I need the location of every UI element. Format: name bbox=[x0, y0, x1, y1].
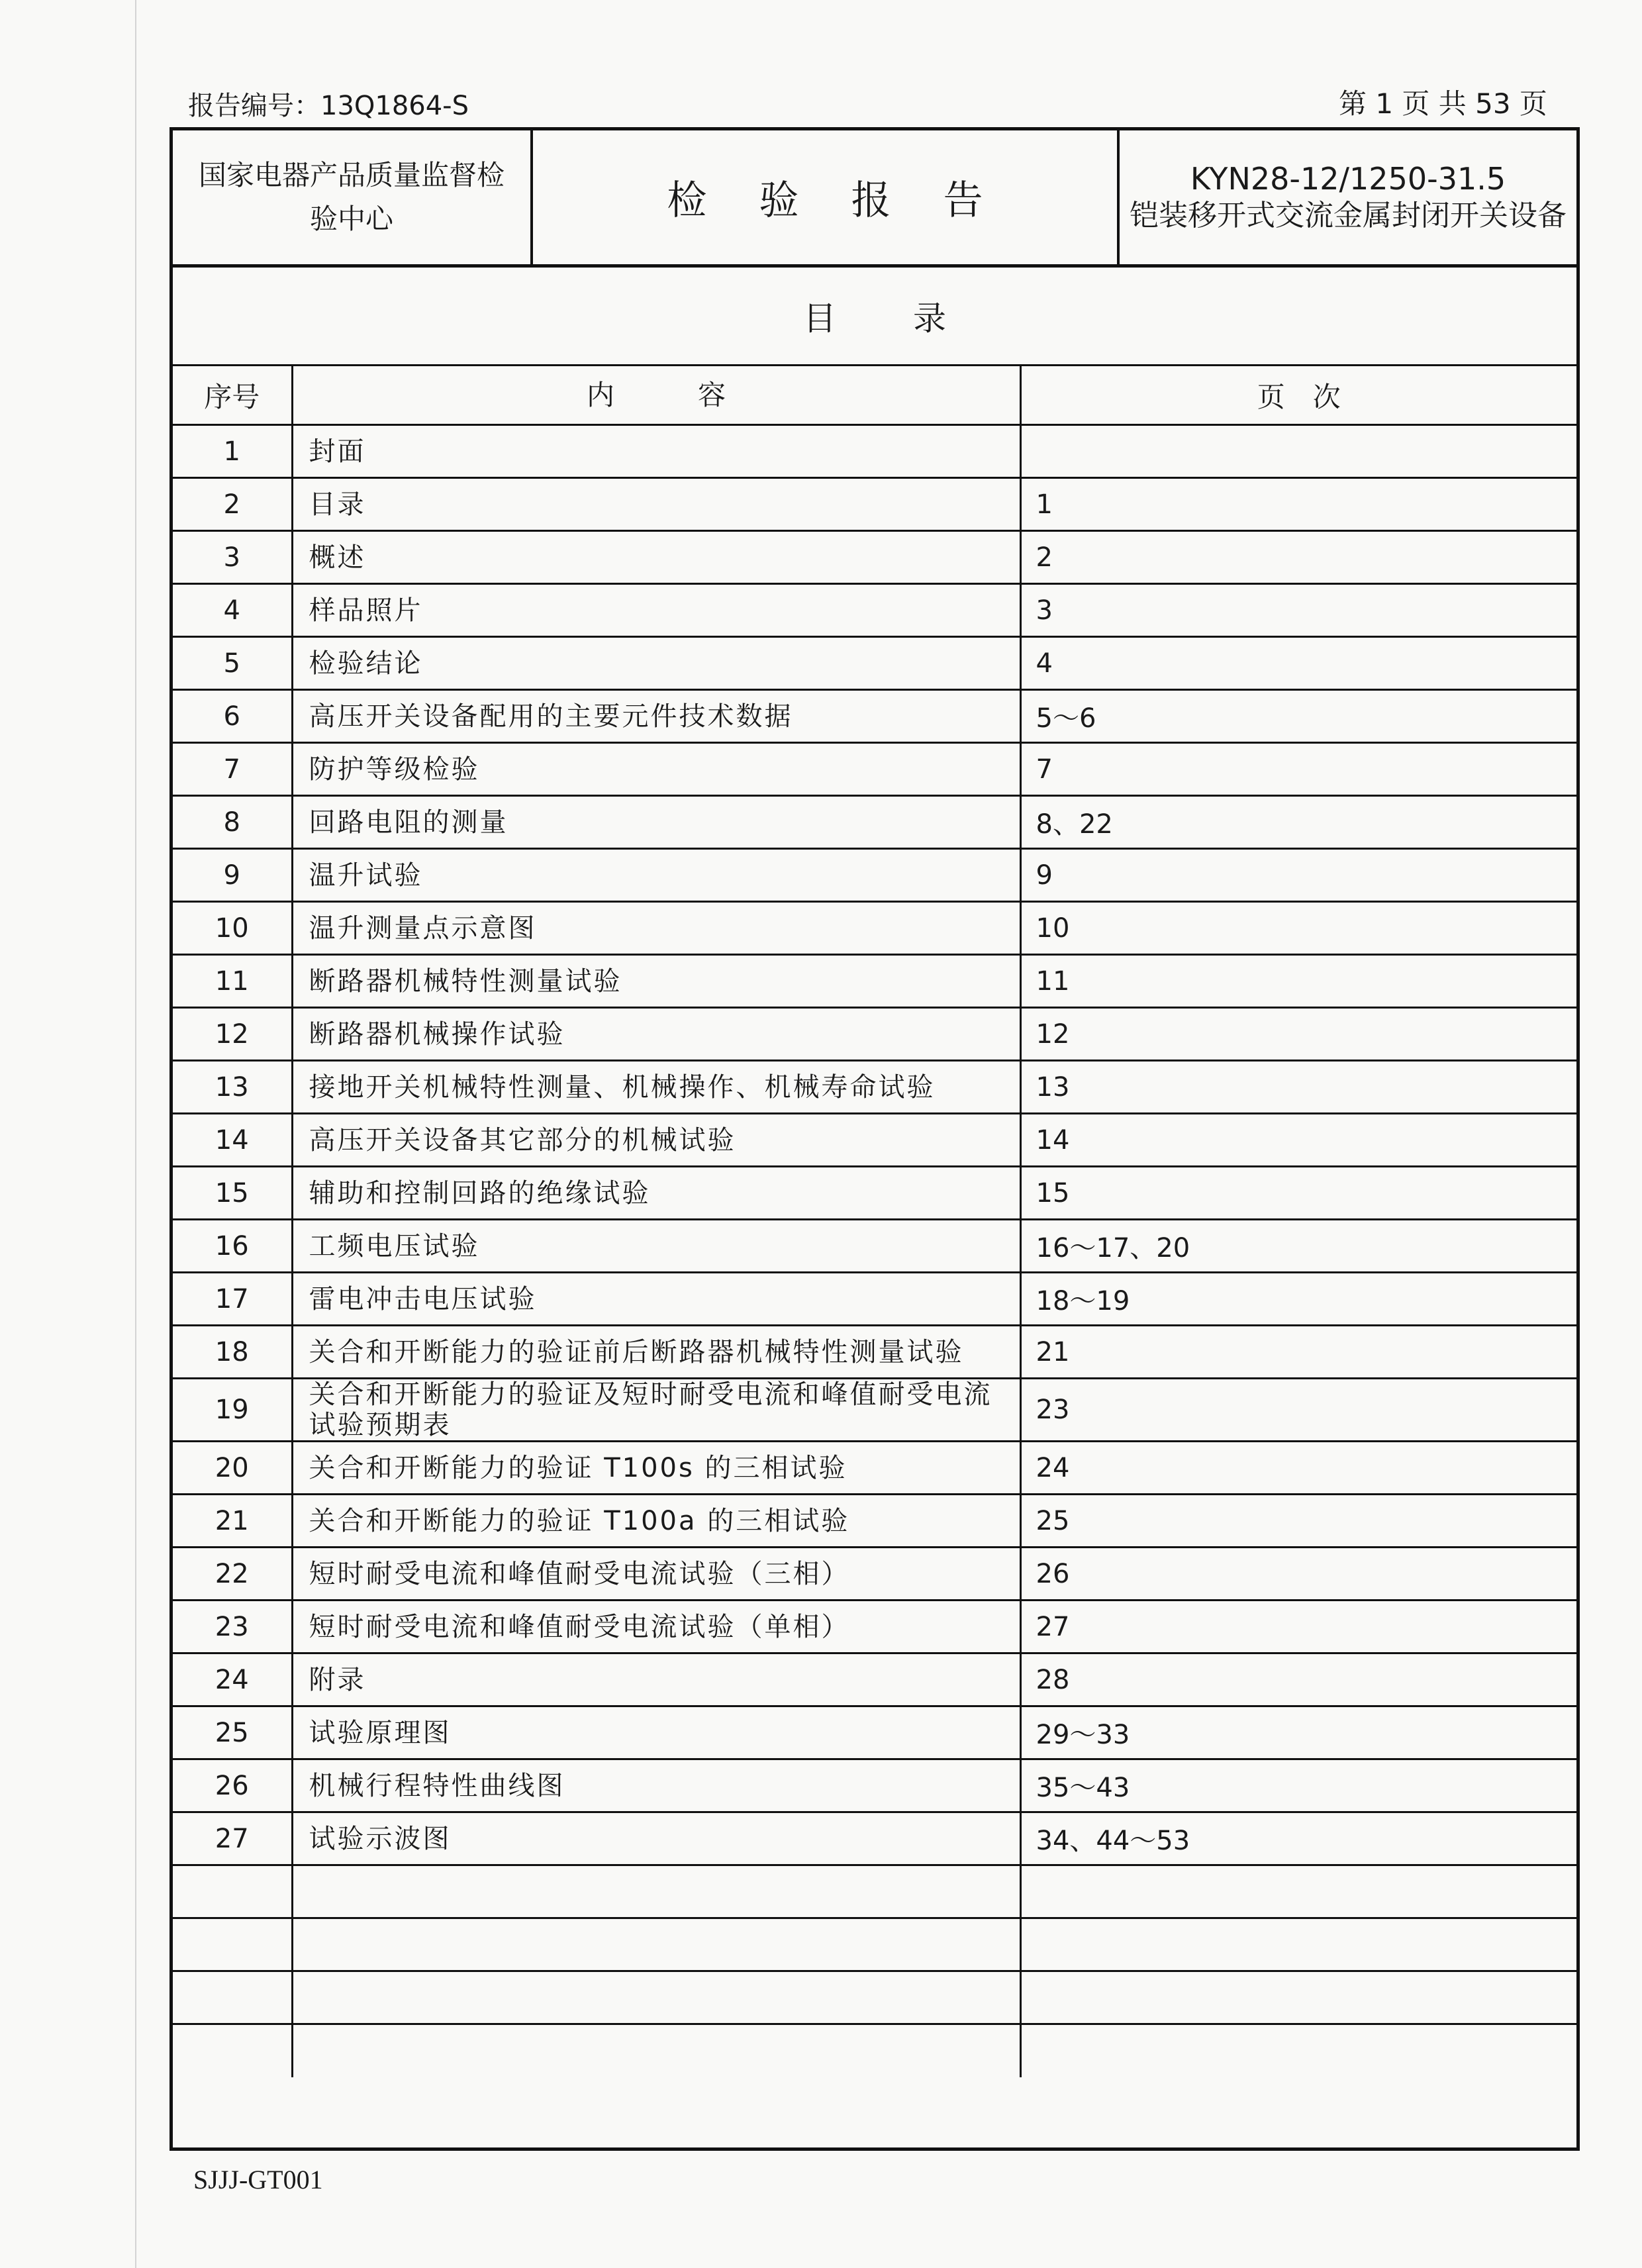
row-page: 21 bbox=[1020, 1326, 1576, 1379]
row-page: 2 bbox=[1020, 531, 1576, 584]
row-number: 16 bbox=[173, 1220, 292, 1273]
table-row bbox=[173, 1273, 1576, 1326]
table-row bbox=[173, 1326, 1576, 1379]
table-row bbox=[173, 1442, 1576, 1495]
row-page: 35～43 bbox=[1020, 1759, 1576, 1812]
empty-cell bbox=[292, 1918, 1020, 1971]
table-row bbox=[173, 1706, 1576, 1759]
table-row bbox=[173, 478, 1576, 531]
row-content: 防护等级检验 bbox=[292, 743, 1020, 796]
row-number: 15 bbox=[173, 1167, 292, 1220]
table-of-contents bbox=[169, 268, 1580, 2151]
row-number: 23 bbox=[173, 1601, 292, 1653]
row-number: 22 bbox=[173, 1548, 292, 1601]
col-header-page: 页 次 bbox=[1020, 366, 1576, 425]
row-content: 回路电阻的测量 bbox=[292, 796, 1020, 849]
report-number: 报告编号：13Q1864-S bbox=[188, 91, 469, 121]
table-row bbox=[173, 955, 1576, 1008]
table-row bbox=[173, 1548, 1576, 1601]
row-number: 10 bbox=[173, 902, 292, 955]
row-content: 封面 bbox=[292, 425, 1020, 478]
row-content: 目录 bbox=[292, 478, 1020, 531]
row-page: 7 bbox=[1020, 743, 1576, 796]
organization-name: 国家电器产品质量监督检验中心 bbox=[173, 130, 533, 264]
row-number: 12 bbox=[173, 1008, 292, 1061]
row-number: 11 bbox=[173, 955, 292, 1008]
row-number: 2 bbox=[173, 478, 292, 531]
row-page: 25 bbox=[1020, 1495, 1576, 1548]
row-page: 18～19 bbox=[1020, 1273, 1576, 1326]
table-row bbox=[173, 1812, 1576, 1865]
row-number: 26 bbox=[173, 1759, 292, 1812]
product-cell bbox=[1120, 130, 1576, 264]
col-header-no: 序号 bbox=[173, 366, 292, 425]
row-content: 试验原理图 bbox=[292, 1706, 1020, 1759]
row-page bbox=[1020, 425, 1576, 478]
row-content: 辅助和控制回路的绝缘试验 bbox=[292, 1167, 1020, 1220]
table-row bbox=[173, 1495, 1576, 1548]
row-content: 工频电压试验 bbox=[292, 1220, 1020, 1273]
col-header-content: 内 容 bbox=[292, 366, 1020, 425]
row-content: 断路器机械操作试验 bbox=[292, 1008, 1020, 1061]
row-page: 27 bbox=[1020, 1601, 1576, 1653]
row-number: 21 bbox=[173, 1495, 292, 1548]
row-content: 样品照片 bbox=[292, 584, 1020, 637]
product-name: 铠装移开式交流金属封闭开关设备 bbox=[1130, 199, 1567, 232]
table-row bbox=[173, 425, 1576, 478]
row-content: 断路器机械特性测量试验 bbox=[292, 955, 1020, 1008]
row-page: 12 bbox=[1020, 1008, 1576, 1061]
table-row bbox=[173, 796, 1576, 849]
row-number: 1 bbox=[173, 425, 292, 478]
table-row bbox=[173, 849, 1576, 902]
table-row bbox=[173, 690, 1576, 743]
table-row bbox=[173, 1167, 1576, 1220]
empty-cell bbox=[173, 1865, 292, 1918]
page-fold-line bbox=[135, 0, 136, 2268]
row-content: 机械行程特性曲线图 bbox=[292, 1759, 1020, 1812]
table-row bbox=[173, 1601, 1576, 1653]
row-number: 24 bbox=[173, 1653, 292, 1706]
row-number: 9 bbox=[173, 849, 292, 902]
empty-row bbox=[173, 2024, 1576, 2077]
row-page: 28 bbox=[1020, 1653, 1576, 1706]
table-row bbox=[173, 1653, 1576, 1706]
empty-cell bbox=[292, 1865, 1020, 1918]
row-content: 关合和开断能力的验证前后断路器机械特性测量试验 bbox=[292, 1326, 1020, 1379]
row-content: 概述 bbox=[292, 531, 1020, 584]
table-row bbox=[173, 1061, 1576, 1114]
row-content: 关合和开断能力的验证及短时耐受电流和峰值耐受电流试验预期表 bbox=[292, 1379, 1020, 1442]
row-page: 14 bbox=[1020, 1114, 1576, 1167]
row-page: 11 bbox=[1020, 955, 1576, 1008]
row-content: 高压开关设备配用的主要元件技术数据 bbox=[292, 690, 1020, 743]
table-row bbox=[173, 1114, 1576, 1167]
row-page: 9 bbox=[1020, 849, 1576, 902]
table-row bbox=[173, 1759, 1576, 1812]
row-number: 7 bbox=[173, 743, 292, 796]
empty-cell bbox=[1020, 1865, 1576, 1918]
row-content: 关合和开断能力的验证 T100s 的三相试验 bbox=[292, 1442, 1020, 1495]
row-content: 试验示波图 bbox=[292, 1812, 1020, 1865]
toc-header-row bbox=[173, 366, 1576, 425]
row-page: 15 bbox=[1020, 1167, 1576, 1220]
toc-table bbox=[173, 364, 1576, 2077]
row-content: 温升试验 bbox=[292, 849, 1020, 902]
table-row bbox=[173, 902, 1576, 955]
row-page: 24 bbox=[1020, 1442, 1576, 1495]
row-page: 29～33 bbox=[1020, 1706, 1576, 1759]
row-page: 3 bbox=[1020, 584, 1576, 637]
empty-cell bbox=[292, 1971, 1020, 2024]
row-content: 短时耐受电流和峰值耐受电流试验（三相） bbox=[292, 1548, 1020, 1601]
row-page: 4 bbox=[1020, 637, 1576, 690]
row-page: 1 bbox=[1020, 478, 1576, 531]
toc-title: 目 录 bbox=[803, 299, 979, 338]
empty-row bbox=[173, 1918, 1576, 1971]
table-row bbox=[173, 584, 1576, 637]
table-row bbox=[173, 531, 1576, 584]
empty-row bbox=[173, 1865, 1576, 1918]
row-number: 5 bbox=[173, 637, 292, 690]
row-number: 8 bbox=[173, 796, 292, 849]
row-number: 20 bbox=[173, 1442, 292, 1495]
row-number: 14 bbox=[173, 1114, 292, 1167]
product-model: KYN28-12/1250-31.5 bbox=[1190, 161, 1506, 197]
row-page: 26 bbox=[1020, 1548, 1576, 1601]
empty-cell bbox=[173, 1918, 292, 1971]
empty-cell bbox=[292, 2024, 1020, 2077]
row-content: 检验结论 bbox=[292, 637, 1020, 690]
row-page: 23 bbox=[1020, 1379, 1576, 1442]
row-number: 6 bbox=[173, 690, 292, 743]
row-content: 高压开关设备其它部分的机械试验 bbox=[292, 1114, 1020, 1167]
table-row bbox=[173, 743, 1576, 796]
row-number: 17 bbox=[173, 1273, 292, 1326]
empty-cell bbox=[1020, 1918, 1576, 1971]
row-number: 27 bbox=[173, 1812, 292, 1865]
document-type: 检 验 报 告 bbox=[533, 130, 1120, 264]
row-content: 雷电冲击电压试验 bbox=[292, 1273, 1020, 1326]
table-row bbox=[173, 637, 1576, 690]
report-header-box bbox=[169, 127, 1580, 268]
row-page: 34、44～53 bbox=[1020, 1812, 1576, 1865]
row-page: 10 bbox=[1020, 902, 1576, 955]
form-code: SJJJ-GT001 bbox=[193, 2165, 323, 2194]
row-content: 关合和开断能力的验证 T100a 的三相试验 bbox=[292, 1495, 1020, 1548]
row-page: 13 bbox=[1020, 1061, 1576, 1114]
table-row bbox=[173, 1008, 1576, 1061]
empty-cell bbox=[173, 1971, 292, 2024]
table-row bbox=[173, 1379, 1576, 1442]
row-page: 8、22 bbox=[1020, 796, 1576, 849]
row-number: 13 bbox=[173, 1061, 292, 1114]
empty-cell bbox=[173, 2024, 292, 2077]
row-content: 接地开关机械特性测量、机械操作、机械寿命试验 bbox=[292, 1061, 1020, 1114]
row-content: 附录 bbox=[292, 1653, 1020, 1706]
table-row bbox=[173, 1220, 1576, 1273]
row-page: 5～6 bbox=[1020, 690, 1576, 743]
row-number: 4 bbox=[173, 584, 292, 637]
row-number: 19 bbox=[173, 1379, 292, 1442]
row-number: 18 bbox=[173, 1326, 292, 1379]
row-content: 温升测量点示意图 bbox=[292, 902, 1020, 955]
row-content: 短时耐受电流和峰值耐受电流试验（单相） bbox=[292, 1601, 1020, 1653]
empty-cell bbox=[1020, 1971, 1576, 2024]
row-number: 25 bbox=[173, 1706, 292, 1759]
page-info: 第 1 页 共 53 页 bbox=[1339, 87, 1547, 120]
row-page: 16～17、20 bbox=[1020, 1220, 1576, 1273]
empty-cell bbox=[1020, 2024, 1576, 2077]
empty-row bbox=[173, 1971, 1576, 2024]
row-number: 3 bbox=[173, 531, 292, 584]
